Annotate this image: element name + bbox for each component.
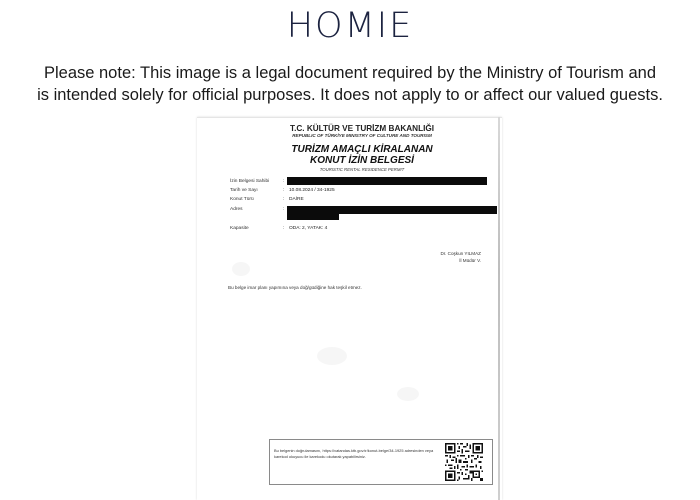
legal-statement: Bu belge imar planı yapımına veya doğ/güdiğine hak teşkil etmez. [228, 285, 362, 290]
colon: : [283, 197, 285, 202]
date-value: 10.08.2024 / 34-1925 [289, 188, 335, 193]
scan-edge-top [197, 117, 502, 118]
signatory-title: İl Müdür V. [459, 258, 481, 263]
colon: : [283, 226, 285, 231]
signatory-name: Dr. Coşkun YILMAZ [440, 251, 481, 256]
scan-smudge [232, 262, 250, 276]
qr-code-icon [445, 443, 483, 481]
capacity-label: Kapasite [230, 226, 249, 231]
scan-smudge [317, 347, 347, 365]
notice-line-1: Please note: This image is a legal document required by the Ministry of Tourism and [43, 64, 657, 82]
colon: : [283, 207, 285, 212]
legal-notice [20, 62, 680, 106]
permit-document-image [197, 117, 502, 500]
brand-logo: HOMIE [286, 6, 414, 46]
redacted-address-1 [287, 206, 497, 214]
owner-label: İzin Belgesi Sahibi [230, 179, 270, 184]
address-label: Adres [230, 207, 243, 212]
date-label: Tarih ve Sayı [230, 188, 258, 193]
colon: : [283, 188, 285, 193]
notice-line-2: is intended solely for official purposes. It does not apply to or affect our valued guests. [37, 86, 663, 104]
permit-title-en: TOURISTIC RENTAL RESIDENCE PERMIT [319, 167, 405, 172]
verification-box [269, 439, 493, 485]
permit-title-line-1: TURİZM AMAÇLI KİRALANAN [291, 144, 433, 155]
scan-edge-right [498, 117, 500, 500]
redacted-owner [287, 177, 487, 185]
permit-title-line-2: KONUT İZİN BELGESİ [310, 155, 414, 166]
type-value: DAİRE [289, 197, 304, 202]
ministry-name-en: REPUBLIC OF TÜRKİYE MINISTRY OF CULTURE AND TOURISM [292, 133, 432, 138]
ministry-name: T.C. KÜLTÜR VE TURİZM BAKANLIĞI [289, 124, 435, 133]
type-label: Konut Türü [230, 197, 254, 202]
verification-text: Bu belgenin doğrulamasını, https://vatandas.ktb.gov.tr/konut-belge/34-1925 adresinden veya karekod okuyucu ile karekodu okutarak yapabilirsiniz. [274, 448, 434, 459]
colon: : [283, 179, 285, 184]
redacted-address-2 [287, 214, 339, 220]
scan-smudge [397, 387, 419, 401]
capacity-value: ODA: 2, YATAK: 4 [289, 226, 328, 231]
